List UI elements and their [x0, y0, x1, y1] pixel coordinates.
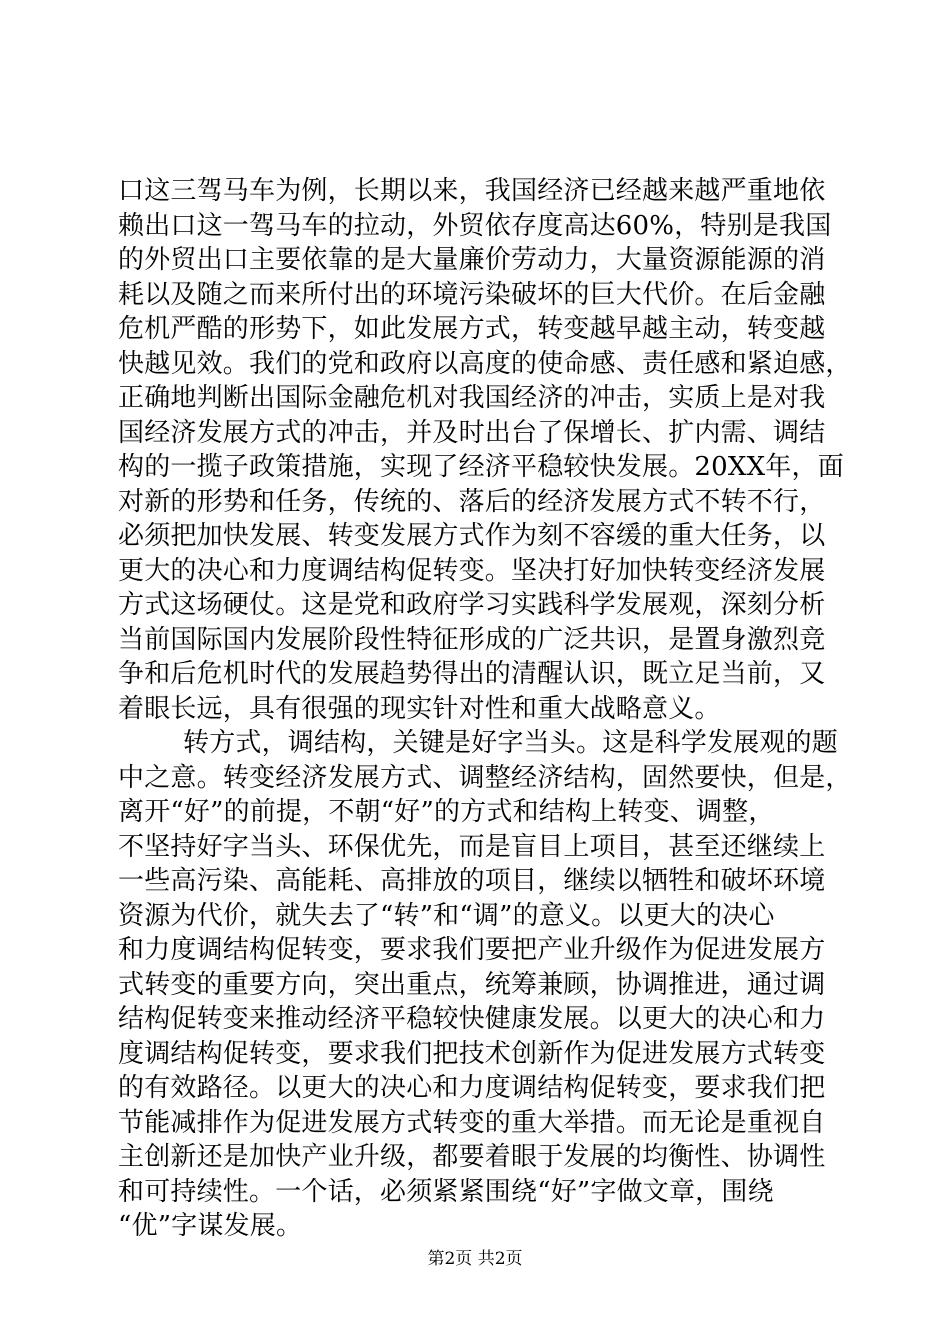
text-line: 离开“好”的前提，不朝“好”的方式和结构上转变、调整，	[118, 797, 775, 827]
text-line: 度调结构促转变，要求我们把技术创新作为促进发展方式转变	[118, 1038, 826, 1069]
text-line: 中之意。转变经济发展方式、调整经济结构，固然要快，但是，	[118, 762, 852, 793]
text-line: 耗以及随之而来所付出的环境污染破坏的巨大代价。在后金融	[118, 279, 826, 310]
text-line: 必须把加快发展、转变发展方式作为刻不容缓的重大任务，以	[118, 521, 826, 551]
text-line: 的外贸出口主要依靠的是大量廉价劳动力，大量资源能源的消	[118, 245, 826, 275]
body-text	[118, 174, 852, 1244]
text-line: 式转变的重要方向，突出重点，统筹兼顾，协调推进，通过调	[118, 969, 826, 1000]
text-line: 国经济发展方式的冲击，并及时出台了保增长、扩内需、调结	[118, 417, 826, 448]
text-line: 资源为代价，就失去了“转”和“调”的意义。以更大的决心	[118, 900, 775, 931]
text-line: 的有效路径。以更大的决心和力度调结构促转变，要求我们把	[118, 1073, 826, 1103]
text-line: 正确地判断出国际金融危机对我国经济的冲击，实质上是对我	[118, 383, 826, 413]
text-line: 危机严酷的形势下，如此发展方式，转变越早越主动，转变越	[118, 314, 826, 344]
text-line: 对新的形势和任务，传统的、落后的经济发展方式不转不行，	[118, 486, 826, 517]
text-line: 节能减排作为促进发展方式转变的重大举措。而无论是重视自	[118, 1107, 826, 1138]
text-line: 不坚持好字当头、环保优先，而是盲目上项目，甚至还继续上	[118, 831, 826, 862]
text-line: 方式这场硬仗。这是党和政府学习实践科学发展观，深刻分析	[118, 590, 826, 620]
text-line: 口这三驾马车为例，长期以来，我国经济已经越来越严重地依	[118, 176, 826, 206]
text-line: 着眼长远，具有很强的现实针对性和重大战略意义。	[118, 693, 721, 724]
text-line: 构的一揽子政策措施，实现了经济平稳较快发展。20XX年，面	[118, 452, 844, 482]
text-line: “优”字谋发展。	[118, 1211, 303, 1241]
text-line: 赖出口这一驾马车的拉动，外贸依存度高达60%，特别是我国	[118, 210, 832, 241]
text-line: 争和后危机时代的发展趋势得出的清醒认识，既立足当前，又	[118, 659, 826, 689]
text-line: 快越见效。我们的党和政府以高度的使命感、责任感和紧迫感，	[118, 348, 852, 379]
text-line: 一些高污染、高能耗、高排放的项目，继续以牺牲和破坏环境	[118, 866, 826, 896]
text-line: 结构促转变来推动经济平稳较快健康发展。以更大的决心和力	[118, 1004, 826, 1034]
text-line: 和力度调结构促转变，要求我们要把产业升级作为促进发展方	[118, 935, 826, 965]
text-line: 更大的决心和力度调结构促转变。坚决打好加快转变经济发展	[118, 555, 826, 586]
paragraph-start-line: 转方式，调结构，关键是好字当头。这是科学发展观的题	[183, 728, 839, 758]
text-line: 主创新还是加快产业升级，都要着眼于发展的均衡性、协调性	[118, 1142, 826, 1172]
text-line: 当前国际国内发展阶段性特征形成的广泛共识，是置身激烈竞	[118, 624, 826, 655]
text-line: 和可持续性。一个话，必须紧紧围绕“好”字做文章，围绕	[118, 1176, 774, 1207]
page-number-footer: 第2页 共2页	[427, 1249, 523, 1269]
